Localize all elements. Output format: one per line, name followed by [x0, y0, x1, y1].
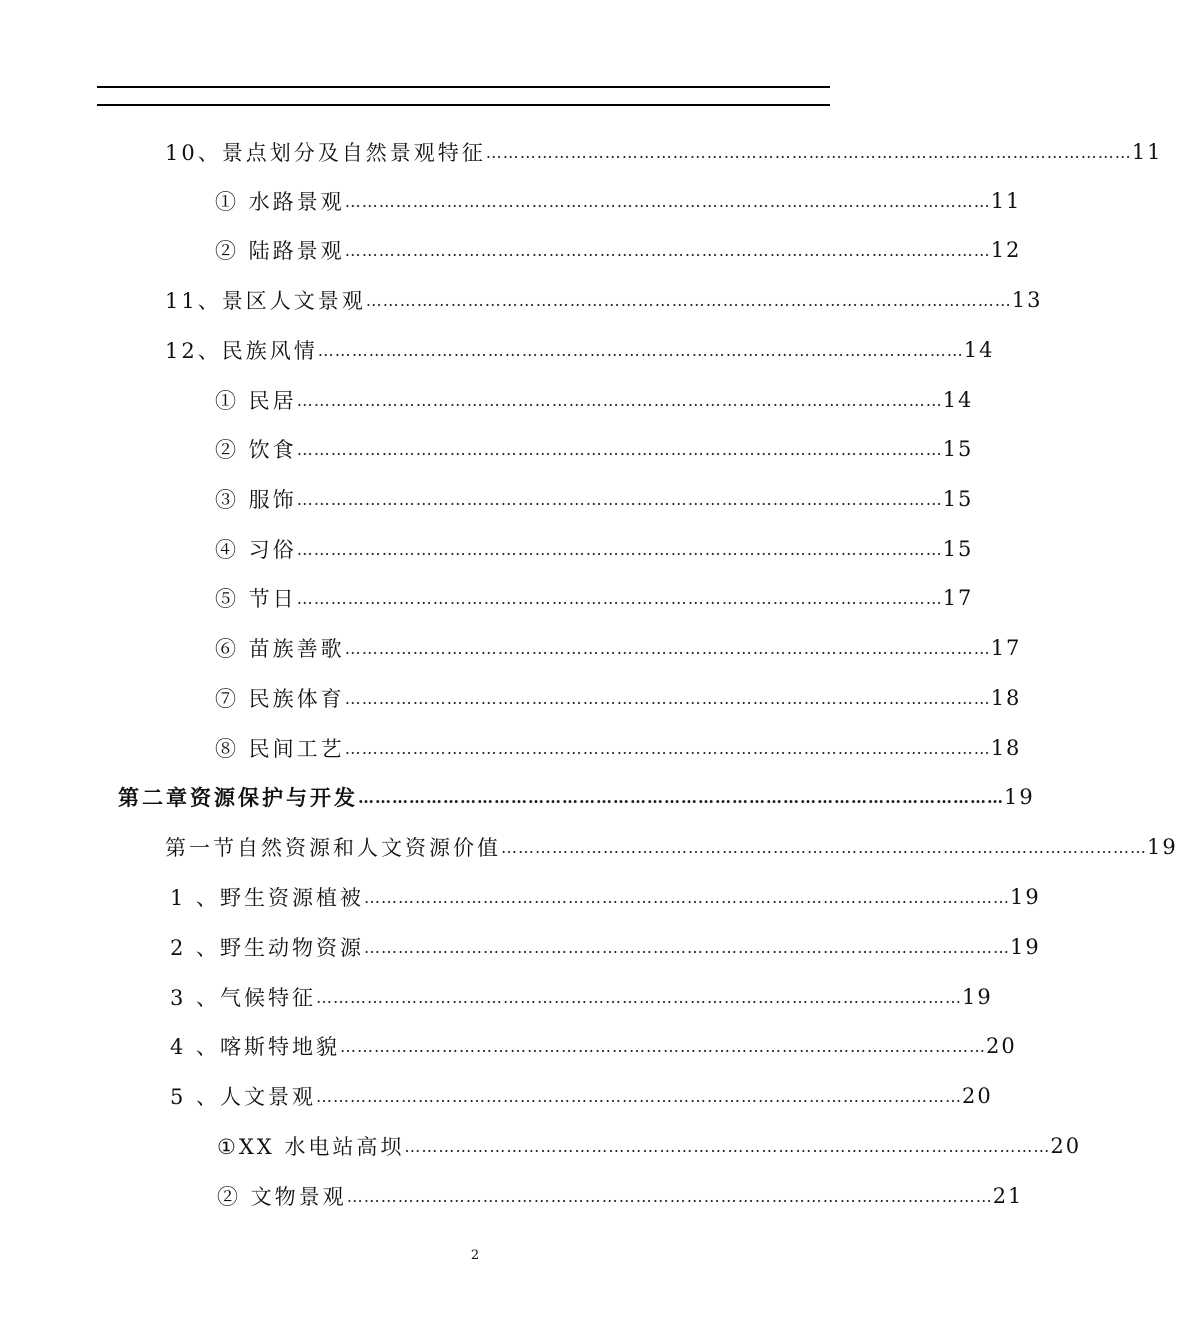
dot-leader: …………………………………………………………………………………………………… [346, 1186, 993, 1206]
toc-entry-label: ⑥ 苗族善歌 [215, 637, 345, 661]
toc-entry[interactable] [215, 581, 974, 615]
chapter-number: 第二章 [118, 785, 190, 810]
toc-entry[interactable] [217, 1179, 1024, 1213]
toc-entry[interactable] [215, 184, 1022, 218]
toc-entry-label: ⑤ 节日 [215, 587, 297, 611]
dot-leader: …………………………………………………………………………………………………… [296, 588, 943, 608]
toc-entry-page: 19 [1147, 835, 1178, 859]
toc-entry[interactable] [215, 383, 974, 417]
toc-section-entry[interactable] [165, 830, 1178, 864]
toc-entry-page: 19 [1010, 885, 1041, 909]
toc-entry[interactable] [165, 283, 1043, 317]
toc-entry[interactable] [215, 482, 974, 516]
toc-entry[interactable] [170, 1079, 993, 1113]
toc-entry-label: ① 民居 [215, 389, 297, 413]
dot-leader: …………………………………………………………………………………………………… [485, 142, 1132, 162]
toc-entry-page: 15 [942, 487, 974, 511]
toc-entry[interactable] [170, 880, 1041, 914]
toc-entry-page: 14 [942, 388, 974, 412]
toc-entry-label: 12、民族风情 [165, 339, 318, 363]
toc-entry-label: 11、景区人文景观 [165, 289, 366, 313]
toc-entry-label: ③ 服饰 [215, 488, 297, 512]
dot-leader: …………………………………………………………………………………………………… [317, 340, 964, 360]
dot-leader: …………………………………………………………………………………………………… [316, 987, 963, 1007]
toc-entry-label: 10、景点划分及自然景观特征 [165, 141, 486, 165]
toc-entry-page: 17 [990, 636, 1022, 660]
toc-entry-page: 18 [990, 736, 1022, 760]
toc-entry-label: ①XX 水电站高坝 [217, 1135, 405, 1159]
toc-entry[interactable] [165, 135, 1163, 169]
dot-leader: …………………………………………………………………………………………………… [344, 191, 991, 211]
toc-entry-page: 20 [1050, 1134, 1082, 1158]
toc-entry-label: ④ 习俗 [215, 538, 297, 562]
dot-leader: …………………………………………………………………………………………………… [404, 1136, 1051, 1156]
toc-entry-page: 13 [1011, 288, 1043, 312]
toc-entry-label: ② 饮食 [215, 438, 297, 462]
toc-entry-label: 1 、野生资源植被 [170, 886, 365, 910]
toc-entry[interactable] [215, 532, 974, 566]
toc-entry[interactable] [215, 681, 1022, 715]
page-number: 2 [470, 1248, 480, 1263]
dot-leader: …………………………………………………………………………………………………… [344, 688, 991, 708]
toc-entry[interactable] [215, 731, 1022, 765]
toc-entry-label: 2 、野生动物资源 [170, 936, 365, 960]
header-rule-bottom [97, 104, 830, 106]
toc-entry-page: 11 [1131, 140, 1163, 164]
dot-leader: …………………………………………………………………………………………………… [501, 837, 1147, 857]
toc-entry-page: 20 [986, 1034, 1017, 1058]
toc-entry-label: ② 陆路景观 [215, 239, 345, 263]
toc-entry-label: 4 、喀斯特地貌 [170, 1035, 341, 1059]
dot-leader: …………………………………………………………………………………………………… [296, 489, 943, 509]
toc-entry[interactable] [170, 1029, 1017, 1063]
toc-entry-page: 19 [962, 985, 993, 1009]
toc-entry[interactable] [215, 432, 974, 466]
toc-entry-page: 15 [942, 437, 974, 461]
toc-entry-page: 20 [962, 1084, 993, 1108]
dot-leader: …………………………………………………………………………………………………… [316, 1086, 963, 1106]
dot-leader: …………………………………………………………………………………………………… [344, 240, 991, 260]
toc-entry-label: ② 文物景观 [217, 1185, 347, 1209]
toc-entry-page: 11 [990, 189, 1022, 213]
toc-entry-page: 19 [1010, 935, 1041, 959]
toc-entry-page: 18 [990, 686, 1022, 710]
dot-leader: …………………………………………………………………………………………………… [344, 638, 991, 658]
toc-entry-page: 19 [1004, 785, 1035, 809]
dot-leader: …………………………………………………………………………………………………… [296, 539, 943, 559]
toc-entry-page: 12 [990, 238, 1022, 262]
dot-leader: …………………………………………………………………………………………………… [358, 787, 1004, 807]
toc-entry-page: 15 [942, 537, 974, 561]
toc-entry[interactable] [217, 1129, 1082, 1163]
toc-entry[interactable] [170, 930, 1041, 964]
dot-leader: …………………………………………………………………………………………………… [344, 738, 991, 758]
section-title: 自然资源和人文资源价值 [237, 836, 501, 860]
toc-entry-label: ⑧ 民间工艺 [215, 737, 345, 761]
dot-leader: …………………………………………………………………………………………………… [340, 1036, 987, 1056]
toc-chapter-entry[interactable] [118, 780, 1035, 814]
toc-entry-label: ⑦ 民族体育 [215, 687, 345, 711]
dot-leader: …………………………………………………………………………………………………… [365, 290, 1012, 310]
toc-entry-page: 21 [992, 1184, 1024, 1208]
toc-entry-label: 3 、气候特征 [170, 986, 317, 1010]
toc-entry-page: 17 [942, 586, 974, 610]
header-rule-top [97, 86, 830, 88]
toc-entry-label: ① 水路景观 [215, 190, 345, 214]
dot-leader: …………………………………………………………………………………………………… [296, 390, 943, 410]
section-number: 第一节 [165, 836, 237, 860]
toc-entry[interactable] [215, 233, 1022, 267]
toc-entry-page: 14 [963, 338, 995, 362]
dot-leader: …………………………………………………………………………………………………… [364, 887, 1011, 907]
toc-entry[interactable] [165, 333, 995, 367]
toc-entry-label: 5 、人文景观 [170, 1085, 317, 1109]
toc-entry[interactable] [215, 631, 1022, 665]
chapter-title: 资源保护与开发 [190, 785, 358, 810]
dot-leader: …………………………………………………………………………………………………… [296, 439, 943, 459]
toc-entry[interactable] [170, 980, 993, 1014]
dot-leader: …………………………………………………………………………………………………… [364, 937, 1011, 957]
